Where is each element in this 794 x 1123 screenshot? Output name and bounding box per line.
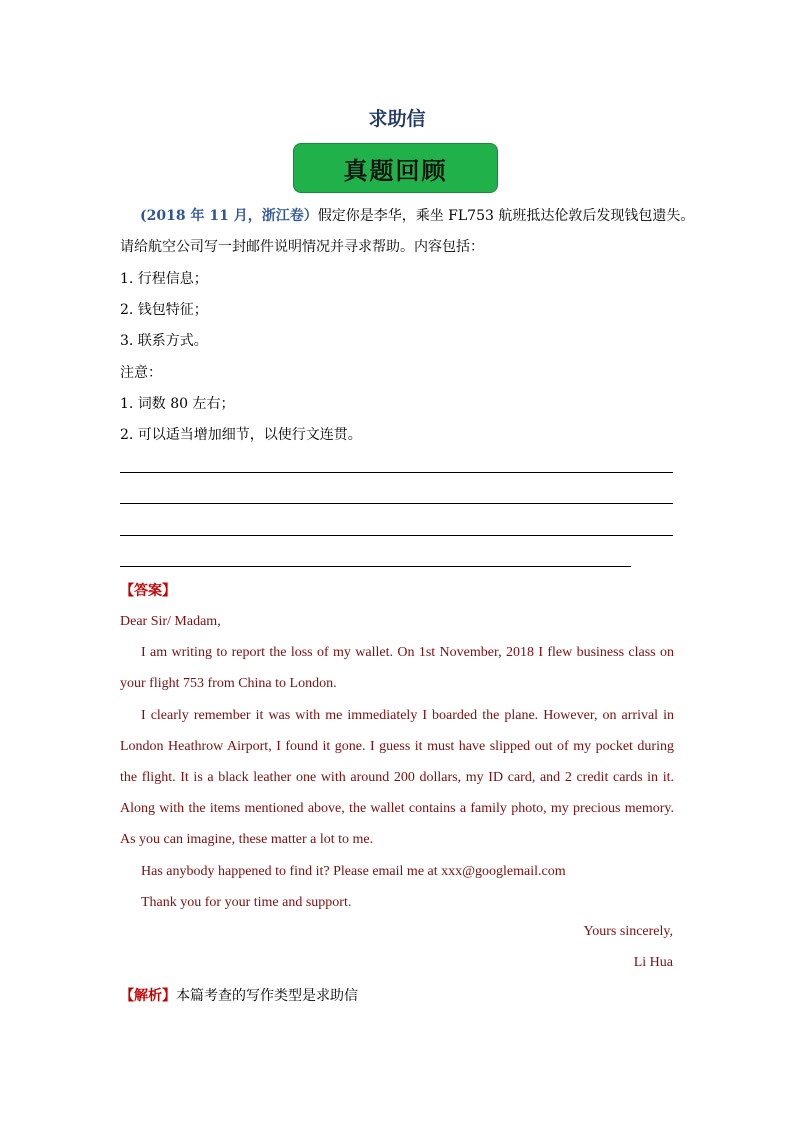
letter-line-3: Has anybody happened to find it? Please email me at xxx@googlemail.com bbox=[141, 864, 566, 879]
analysis-text: 本篇考查的写作类型是求助信 bbox=[176, 988, 358, 1004]
note-item-1: 1. 词数 80 左右； bbox=[120, 396, 235, 412]
prompt-item-3: 3. 联系方式。 bbox=[120, 333, 208, 349]
writing-line-4 bbox=[120, 566, 631, 567]
letter-signature: Li Hua bbox=[633, 955, 673, 970]
note-label: 注意： bbox=[120, 365, 162, 381]
analysis-label: 【解析】 bbox=[120, 988, 176, 1004]
prompt-line-2: 请给航空公司写一封邮件说明情况并寻求帮助。内容包括： bbox=[120, 239, 484, 255]
writing-line-2 bbox=[120, 503, 673, 504]
analysis-line bbox=[120, 986, 358, 1006]
exam-source: (2018 年 11 月，浙江卷） bbox=[140, 208, 318, 224]
answer-label: 【答案】 bbox=[120, 583, 176, 599]
page-title: 求助信 bbox=[368, 108, 426, 130]
prompt-item-1: 1. 行程信息； bbox=[120, 271, 208, 287]
banner-real-exam-review: 真题回顾 bbox=[293, 143, 498, 193]
letter-line-4: Thank you for your time and support. bbox=[141, 895, 352, 910]
letter-paragraph-2: I clearly remember it was with me immediately I boarded the plane. However, on arrival in London Heathrow Airport, I found it gone. I guess it must have slipped out of my pocket during the flight. It is a black leather one with around 200 dollars, my ID card, and 2 credit cards in it. Along with the items mentioned above, the wallet contains a family photo, my precious memory. As you can imagine, these matter a lot to me. bbox=[120, 708, 674, 847]
prompt-line-1 bbox=[140, 206, 694, 226]
note-item-2: 2. 可以适当增加细节，以使行文连贯。 bbox=[120, 427, 362, 443]
writing-line-3 bbox=[120, 535, 673, 536]
letter-greeting: Dear Sir/ Madam, bbox=[120, 614, 221, 629]
letter-paragraph-1: I am writing to report the loss of my wallet. On 1st November, 2018 I flew business class on your flight 753 from China to London. bbox=[120, 645, 674, 691]
prompt-text-1: 假定你是李华，乘坐 FL753 航班抵达伦敦后发现钱包遗失。 bbox=[317, 208, 695, 224]
prompt-item-2: 2. 钱包特征； bbox=[120, 302, 208, 318]
letter-closing: Yours sincerely, bbox=[583, 924, 673, 939]
writing-line-1 bbox=[120, 472, 673, 473]
